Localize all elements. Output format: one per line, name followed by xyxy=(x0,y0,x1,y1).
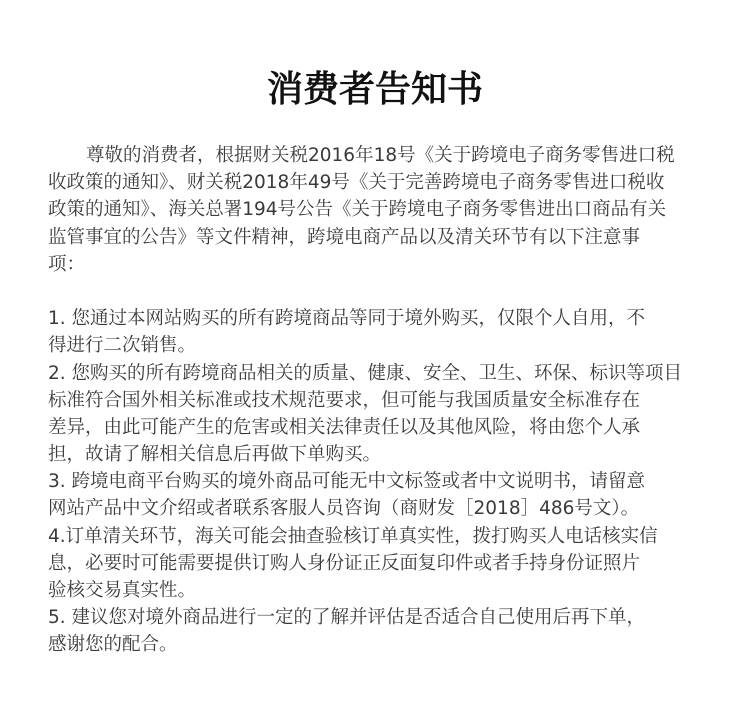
notice-item-4 xyxy=(48,523,704,605)
intro-line: 政策的通知》、海关总署194号公告《关于跨境电子商务零售进出口商品有关 xyxy=(48,199,667,221)
item-line: 2. 您购买的所有跨境商品相关的质量、健康、安全、卫生、环保、标识等项目 xyxy=(48,362,683,384)
intro-line: 尊敬的消费者，根据财关税2016年18号《关于跨境电子商务零售进口税 xyxy=(86,145,675,166)
intro-line: 监管事宜的公告》等文件精神，跨境电商产品以及清关环节有以下注意事 xyxy=(48,226,641,248)
paragraph-gap xyxy=(48,278,704,305)
notice-item-1 xyxy=(48,305,704,359)
notice-item-3 xyxy=(48,468,704,522)
page-title: 消费者告知书 xyxy=(266,69,483,110)
intro-line: 项： xyxy=(48,253,86,275)
item-line: 标准符合国外相关标准或技术规范要求，但可能与我国质量安全标准存在 xyxy=(48,389,641,411)
item-line: 验核交易真实性。 xyxy=(48,580,197,601)
notice-item-2 xyxy=(48,360,704,469)
item-line: 1. 您通过本网站购买的所有跨境商品等同于境外购买，仅限个人自用，不 xyxy=(48,308,646,330)
item-line: 差异，由此可能产生的危害或相关法律责任以及其他风险，将由您个人承 xyxy=(48,416,641,438)
notice-body xyxy=(48,142,704,659)
item-line: 4.订单清关环节，海关可能会抽查验核订单真实性，拨打购买人电话核实信 xyxy=(48,525,658,547)
item-line: 5. 建议您对境外商品进行一定的了解并评估是否适合自己使用后再下单， xyxy=(48,607,646,629)
item-line: 得进行二次销售。 xyxy=(48,335,197,357)
notice-item-5 xyxy=(48,604,704,658)
item-line: 网站产品中文介绍或者联系客服人员咨询（商财发［2018］486号文）。 xyxy=(48,498,640,520)
intro-line: 收政策的通知》、财关税2018年49号《关于完善跨境电子商务零售进口税收 xyxy=(48,172,665,194)
item-line: 息，必要时可能需要提供订购人身份证正反面复印件或者手持身份证照片 xyxy=(48,552,641,574)
item-line: 3. 跨境电商平台购买的境外商品可能无中文标签或者中文说明书，请留意 xyxy=(48,471,646,493)
item-line: 感谢您的配合。 xyxy=(48,634,178,656)
intro-paragraph xyxy=(48,142,704,278)
item-line: 担，故请了解相关信息后再做下单购买。 xyxy=(48,444,382,466)
